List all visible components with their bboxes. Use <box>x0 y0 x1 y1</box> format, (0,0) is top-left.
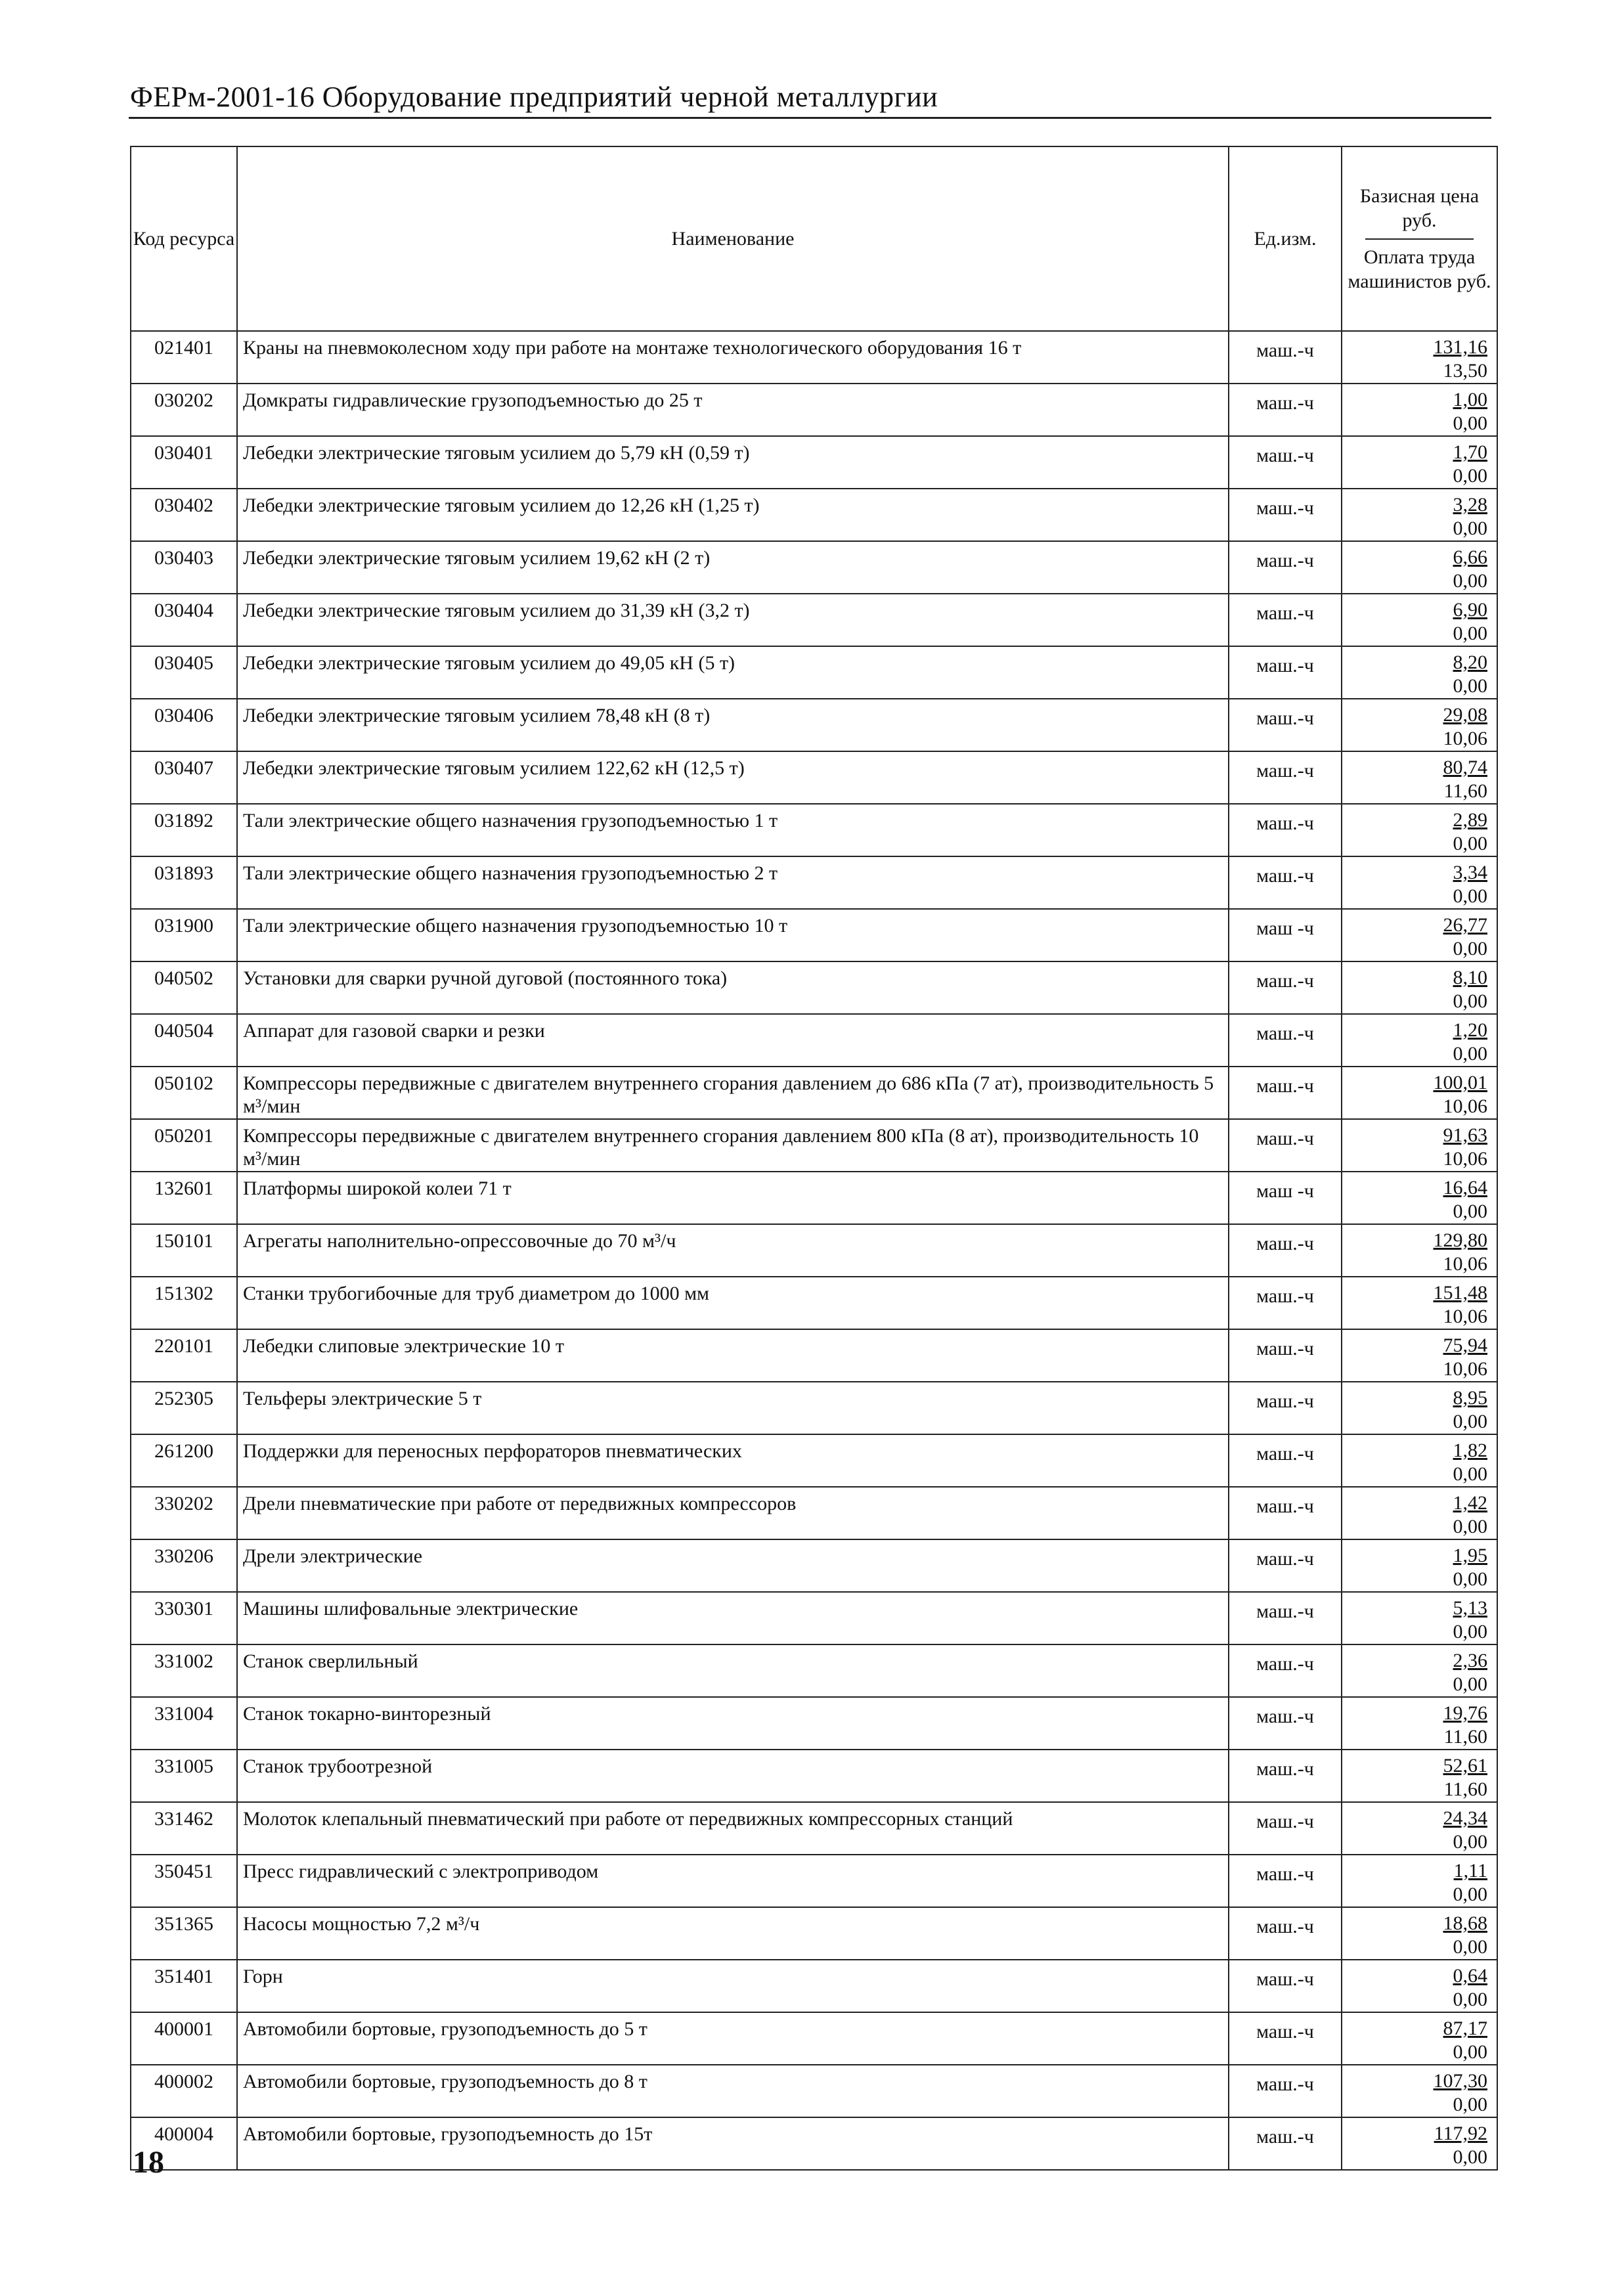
base-price-value: 29,08 <box>1443 704 1487 726</box>
base-price-value: 19,76 <box>1443 1702 1487 1724</box>
resource-code: 330301 <box>131 1592 237 1644</box>
resource-code: 031893 <box>131 856 237 909</box>
table-row <box>131 1224 1497 1277</box>
resource-name: Аппарат для газовой сварки и резки <box>237 1014 1229 1067</box>
labor-price-value: 0,00 <box>1453 675 1487 697</box>
column-header-code: Код ресурса <box>131 146 237 331</box>
base-price-value: 18,68 <box>1443 1912 1487 1934</box>
resource-name: Автомобили бортовые, грузоподъемность до 15т <box>237 2117 1229 2170</box>
base-price-value: 1,00 <box>1453 389 1487 410</box>
labor-price-value: 13,50 <box>1443 360 1487 382</box>
resource-price <box>1342 1855 1497 1907</box>
resource-unit: маш.-ч <box>1229 1014 1342 1067</box>
resource-name: Машины шлифовальные электрические <box>237 1592 1229 1644</box>
resource-code: 331002 <box>131 1644 237 1697</box>
labor-price-value: 0,00 <box>1453 1201 1487 1222</box>
resource-name: Молоток клепальный пневматический при работе от передвижных компрессорных станций <box>237 1802 1229 1855</box>
labor-price-value: 0,00 <box>1453 1568 1487 1590</box>
resource-price <box>1342 489 1497 541</box>
column-header-unit: Ед.изм. <box>1229 146 1342 331</box>
table-row <box>131 2117 1497 2170</box>
table-row <box>131 1329 1497 1382</box>
column-header-base-price: Базисная цена руб. <box>1359 185 1480 231</box>
resource-price <box>1342 1592 1497 1644</box>
labor-price-value: 0,00 <box>1453 1673 1487 1695</box>
base-price-value: 26,77 <box>1443 914 1487 936</box>
resource-price <box>1342 1802 1497 1855</box>
base-price-value: 151,48 <box>1433 1282 1487 1304</box>
resource-unit: маш.-ч <box>1229 1434 1342 1487</box>
labor-price-value: 0,00 <box>1453 1463 1487 1485</box>
resource-table <box>130 146 1498 2171</box>
resource-code: 351401 <box>131 1960 237 2012</box>
resource-name: Пресс гидравлический с электроприводом <box>237 1855 1229 1907</box>
table-row <box>131 646 1497 699</box>
table-row <box>131 489 1497 541</box>
resource-price <box>1342 1067 1497 1119</box>
column-header-price <box>1342 146 1497 331</box>
resource-unit: маш.-ч <box>1229 1539 1342 1592</box>
resource-name: Лебедки электрические тяговым усилием до 5,79 кН (0,59 т) <box>237 436 1229 489</box>
resource-name: Станок трубоотрезной <box>237 1750 1229 1802</box>
resource-code: 030401 <box>131 436 237 489</box>
resource-name: Лебедки электрические тяговым усилием 19,62 кН (2 т) <box>237 541 1229 594</box>
resource-code: 331005 <box>131 1750 237 1802</box>
labor-price-value: 10,06 <box>1443 1358 1487 1380</box>
base-price-value: 6,90 <box>1453 599 1487 621</box>
resource-code: 261200 <box>131 1434 237 1487</box>
labor-price-value: 0,00 <box>1453 833 1487 854</box>
base-price-value: 3,28 <box>1453 494 1487 516</box>
table-row <box>131 1750 1497 1802</box>
table-row <box>131 1172 1497 1224</box>
table-row <box>131 909 1497 961</box>
resource-price <box>1342 751 1497 804</box>
labor-price-value: 0,00 <box>1453 1936 1487 1958</box>
resource-unit: маш -ч <box>1229 1172 1342 1224</box>
resource-name: Тельферы электрические 5 т <box>237 1382 1229 1434</box>
resource-name: Тали электрические общего назначения грузоподъемностью 2 т <box>237 856 1229 909</box>
table-row <box>131 1592 1497 1644</box>
resource-price <box>1342 1644 1497 1697</box>
table-row <box>131 1802 1497 1855</box>
resource-code: 330202 <box>131 1487 237 1539</box>
resource-unit: маш.-ч <box>1229 1382 1342 1434</box>
table-row <box>131 751 1497 804</box>
resource-unit: маш.-ч <box>1229 1119 1342 1172</box>
resource-price <box>1342 1119 1497 1172</box>
labor-price-value: 11,60 <box>1443 1726 1487 1748</box>
resource-price <box>1342 2117 1497 2170</box>
table-row <box>131 1539 1497 1592</box>
table-row <box>131 856 1497 909</box>
resource-price <box>1342 1329 1497 1382</box>
header-divider <box>129 117 1491 119</box>
resource-unit: маш.-ч <box>1229 1855 1342 1907</box>
resource-code: 030405 <box>131 646 237 699</box>
resource-unit: маш.-ч <box>1229 1592 1342 1644</box>
resource-price <box>1342 1907 1497 1960</box>
resource-price <box>1342 1014 1497 1067</box>
resource-price <box>1342 856 1497 909</box>
resource-unit: маш.-ч <box>1229 1487 1342 1539</box>
base-price-value: 8,10 <box>1453 967 1487 988</box>
resource-code: 331462 <box>131 1802 237 1855</box>
resource-name: Поддержки для переносных перфораторов пневматических <box>237 1434 1229 1487</box>
table-row <box>131 1855 1497 1907</box>
base-price-value: 8,20 <box>1453 651 1487 673</box>
resource-code: 050102 <box>131 1067 237 1119</box>
labor-price-value: 0,00 <box>1453 465 1487 487</box>
labor-price-value: 10,06 <box>1443 728 1487 749</box>
resource-name: Автомобили бортовые, грузоподъемность до 5 т <box>237 2012 1229 2065</box>
resource-name: Насосы мощностью 7,2 м³/ч <box>237 1907 1229 1960</box>
table-row <box>131 1277 1497 1329</box>
table-row <box>131 1697 1497 1750</box>
resource-code: 030404 <box>131 594 237 646</box>
table-row <box>131 1014 1497 1067</box>
resource-unit: маш.-ч <box>1229 594 1342 646</box>
resource-price <box>1342 909 1497 961</box>
labor-price-value: 10,06 <box>1443 1095 1487 1117</box>
resource-name: Лебедки слиповые электрические 10 т <box>237 1329 1229 1382</box>
resource-unit: маш.-ч <box>1229 1802 1342 1855</box>
table-row <box>131 699 1497 751</box>
resource-price <box>1342 1960 1497 2012</box>
resource-name: Дрели пневматические при работе от передвижных компрессоров <box>237 1487 1229 1539</box>
resource-price <box>1342 384 1497 436</box>
column-header-name: Наименование <box>237 146 1229 331</box>
base-price-value: 8,95 <box>1453 1387 1487 1409</box>
resource-code: 132601 <box>131 1172 237 1224</box>
labor-price-value: 0,00 <box>1453 1884 1487 1905</box>
resource-name: Лебедки электрические тяговым усилием 122,62 кН (12,5 т) <box>237 751 1229 804</box>
resource-price <box>1342 1277 1497 1329</box>
resource-name: Лебедки электрические тяговым усилием до 31,39 кН (3,2 т) <box>237 594 1229 646</box>
resource-name: Агрегаты наполнительно-опрессовочные до 70 м³/ч <box>237 1224 1229 1277</box>
table-row <box>131 331 1497 384</box>
base-price-value: 1,82 <box>1453 1440 1487 1461</box>
resource-unit: маш.-ч <box>1229 1907 1342 1960</box>
resource-name: Тали электрические общего назначения грузоподъемностью 1 т <box>237 804 1229 856</box>
resource-unit: маш.-ч <box>1229 804 1342 856</box>
resource-unit: маш.-ч <box>1229 1224 1342 1277</box>
resource-price <box>1342 804 1497 856</box>
labor-price-value: 0,00 <box>1453 2146 1487 2168</box>
header-price-separator <box>1365 238 1474 240</box>
table-header-row <box>131 146 1497 331</box>
resource-code: 400001 <box>131 2012 237 2065</box>
labor-price-value: 0,00 <box>1453 885 1487 907</box>
labor-price-value: 11,60 <box>1443 1778 1487 1800</box>
resource-unit: маш.-ч <box>1229 2012 1342 2065</box>
table-row <box>131 1907 1497 1960</box>
base-price-value: 1,95 <box>1453 1545 1487 1566</box>
resource-name: Дрели электрические <box>237 1539 1229 1592</box>
resource-code: 021401 <box>131 331 237 384</box>
resource-name: Краны на пневмоколесном ходу при работе на монтаже технологического оборудования 16 т <box>237 331 1229 384</box>
resource-price <box>1342 436 1497 489</box>
resource-code: 030407 <box>131 751 237 804</box>
resource-unit: маш.-ч <box>1229 541 1342 594</box>
resource-price <box>1342 331 1497 384</box>
resource-code: 400004 <box>131 2117 237 2170</box>
column-header-labor-price: Оплата труда машинистов руб. <box>1348 246 1491 292</box>
table-row <box>131 384 1497 436</box>
table-row <box>131 1067 1497 1119</box>
resource-code: 030406 <box>131 699 237 751</box>
resource-price <box>1342 541 1497 594</box>
resource-price <box>1342 1434 1497 1487</box>
resource-code: 150101 <box>131 1224 237 1277</box>
resource-unit: маш.-ч <box>1229 1067 1342 1119</box>
table-row <box>131 1487 1497 1539</box>
resource-code: 350451 <box>131 1855 237 1907</box>
resource-name: Компрессоры передвижные с двигателем внутреннего сгорания давлением 800 кПа (8 ат), производительность 10 м³/мин <box>237 1119 1229 1172</box>
labor-price-value: 0,00 <box>1453 2094 1487 2115</box>
labor-price-value: 0,00 <box>1453 1831 1487 1853</box>
resource-price <box>1342 2065 1497 2117</box>
base-price-value: 87,17 <box>1443 2017 1487 2039</box>
resource-name: Домкраты гидравлические грузоподъемностью до 25 т <box>237 384 1229 436</box>
resource-code: 050201 <box>131 1119 237 1172</box>
labor-price-value: 0,00 <box>1453 1411 1487 1432</box>
resource-code: 040504 <box>131 1014 237 1067</box>
resource-code: 031900 <box>131 909 237 961</box>
base-price-value: 1,42 <box>1453 1492 1487 1514</box>
labor-price-value: 0,00 <box>1453 990 1487 1012</box>
table-row <box>131 436 1497 489</box>
labor-price-value: 0,00 <box>1453 938 1487 959</box>
resource-unit: маш.-ч <box>1229 1644 1342 1697</box>
resource-name: Автомобили бортовые, грузоподъемность до 8 т <box>237 2065 1229 2117</box>
table-row <box>131 1644 1497 1697</box>
table-row <box>131 1434 1497 1487</box>
base-price-value: 107,30 <box>1433 2070 1487 2092</box>
base-price-value: 1,20 <box>1453 1019 1487 1041</box>
resource-unit: маш.-ч <box>1229 856 1342 909</box>
base-price-value: 131,16 <box>1433 336 1487 358</box>
resource-unit: маш.-ч <box>1229 489 1342 541</box>
table-row <box>131 2065 1497 2117</box>
labor-price-value: 10,06 <box>1443 1306 1487 1327</box>
labor-price-value: 10,06 <box>1443 1253 1487 1275</box>
resource-unit: маш -ч <box>1229 909 1342 961</box>
resource-unit: маш.-ч <box>1229 751 1342 804</box>
resource-price <box>1342 699 1497 751</box>
base-price-value: 1,70 <box>1453 441 1487 463</box>
resource-code: 031892 <box>131 804 237 856</box>
base-price-value: 5,13 <box>1453 1597 1487 1619</box>
resource-name: Компрессоры передвижные с двигателем внутреннего сгорания давлением до 686 кПа (7 ат), производительность 5 м³/мин <box>237 1067 1229 1119</box>
resource-name: Горн <box>237 1960 1229 2012</box>
resource-price <box>1342 646 1497 699</box>
resource-price <box>1342 961 1497 1014</box>
resource-unit: маш.-ч <box>1229 699 1342 751</box>
resource-unit: маш.-ч <box>1229 384 1342 436</box>
labor-price-value: 0,00 <box>1453 2041 1487 2063</box>
resource-unit: маш.-ч <box>1229 1277 1342 1329</box>
resource-price <box>1342 1382 1497 1434</box>
labor-price-value: 11,60 <box>1443 780 1487 802</box>
resource-price <box>1342 2012 1497 2065</box>
labor-price-value: 0,00 <box>1453 518 1487 539</box>
resource-name: Лебедки электрические тяговым усилием 78,48 кН (8 т) <box>237 699 1229 751</box>
table-row <box>131 1382 1497 1434</box>
resource-name: Лебедки электрические тяговым усилием до 49,05 кН (5 т) <box>237 646 1229 699</box>
resource-code: 030202 <box>131 384 237 436</box>
resource-unit: маш.-ч <box>1229 961 1342 1014</box>
labor-price-value: 10,06 <box>1443 1148 1487 1170</box>
table-row <box>131 541 1497 594</box>
base-price-value: 52,61 <box>1443 1755 1487 1776</box>
resource-price <box>1342 1224 1497 1277</box>
resource-name: Платформы широкой колеи 71 т <box>237 1172 1229 1224</box>
resource-name: Установки для сварки ручной дуговой (постоянного тока) <box>237 961 1229 1014</box>
resource-name: Тали электрические общего назначения грузоподъемностью 10 т <box>237 909 1229 961</box>
resource-price <box>1342 1750 1497 1802</box>
resource-code: 220101 <box>131 1329 237 1382</box>
table-row <box>131 961 1497 1014</box>
table-row <box>131 2012 1497 2065</box>
table-body <box>131 331 1497 2170</box>
resource-code: 351365 <box>131 1907 237 1960</box>
base-price-value: 100,01 <box>1433 1072 1487 1093</box>
page-header-title: ФЕРм-2001-16 Оборудование предприятий черной металлургии <box>130 81 938 113</box>
resource-unit: маш.-ч <box>1229 2117 1342 2170</box>
resource-price <box>1342 1539 1497 1592</box>
labor-price-value: 0,00 <box>1453 1516 1487 1537</box>
resource-unit: маш.-ч <box>1229 1750 1342 1802</box>
base-price-value: 80,74 <box>1443 757 1487 778</box>
resource-price <box>1342 1487 1497 1539</box>
page-number: 18 <box>133 2145 164 2180</box>
resource-unit: маш.-ч <box>1229 1329 1342 1382</box>
base-price-value: 91,63 <box>1443 1124 1487 1146</box>
table-row <box>131 1119 1497 1172</box>
labor-price-value: 0,00 <box>1453 1621 1487 1643</box>
resource-code: 151302 <box>131 1277 237 1329</box>
resource-code: 030403 <box>131 541 237 594</box>
resource-unit: маш.-ч <box>1229 436 1342 489</box>
resource-name: Лебедки электрические тяговым усилием до 12,26 кН (1,25 т) <box>237 489 1229 541</box>
base-price-value: 2,89 <box>1453 809 1487 831</box>
resource-name: Станок токарно-винторезный <box>237 1697 1229 1750</box>
resource-code: 030402 <box>131 489 237 541</box>
resource-unit: маш.-ч <box>1229 646 1342 699</box>
base-price-value: 3,34 <box>1453 862 1487 883</box>
resource-code: 252305 <box>131 1382 237 1434</box>
resource-unit: маш.-ч <box>1229 331 1342 384</box>
table-row <box>131 804 1497 856</box>
resource-name: Станки трубогибочные для труб диаметром до 1000 мм <box>237 1277 1229 1329</box>
table-row <box>131 1960 1497 2012</box>
resource-price <box>1342 1172 1497 1224</box>
base-price-value: 6,66 <box>1453 546 1487 568</box>
base-price-value: 16,64 <box>1443 1177 1487 1199</box>
resource-unit: маш.-ч <box>1229 1697 1342 1750</box>
labor-price-value: 0,00 <box>1453 570 1487 592</box>
base-price-value: 75,94 <box>1443 1334 1487 1356</box>
table-row <box>131 594 1497 646</box>
resource-code: 330206 <box>131 1539 237 1592</box>
base-price-value: 2,36 <box>1453 1650 1487 1671</box>
resource-unit: маш.-ч <box>1229 2065 1342 2117</box>
resource-unit: маш.-ч <box>1229 1960 1342 2012</box>
labor-price-value: 0,00 <box>1453 623 1487 644</box>
resource-price <box>1342 1697 1497 1750</box>
resource-name: Станок сверлильный <box>237 1644 1229 1697</box>
resource-code: 040502 <box>131 961 237 1014</box>
base-price-value: 0,64 <box>1453 1965 1487 1987</box>
base-price-value: 24,34 <box>1443 1807 1487 1829</box>
resource-code: 400002 <box>131 2065 237 2117</box>
base-price-value: 129,80 <box>1433 1229 1487 1251</box>
base-price-value: 1,11 <box>1453 1860 1487 1882</box>
resource-code: 331004 <box>131 1697 237 1750</box>
resource-price <box>1342 594 1497 646</box>
labor-price-value: 0,00 <box>1453 1989 1487 2010</box>
labor-price-value: 0,00 <box>1453 412 1487 434</box>
labor-price-value: 0,00 <box>1453 1043 1487 1065</box>
base-price-value: 117,92 <box>1434 2123 1487 2144</box>
